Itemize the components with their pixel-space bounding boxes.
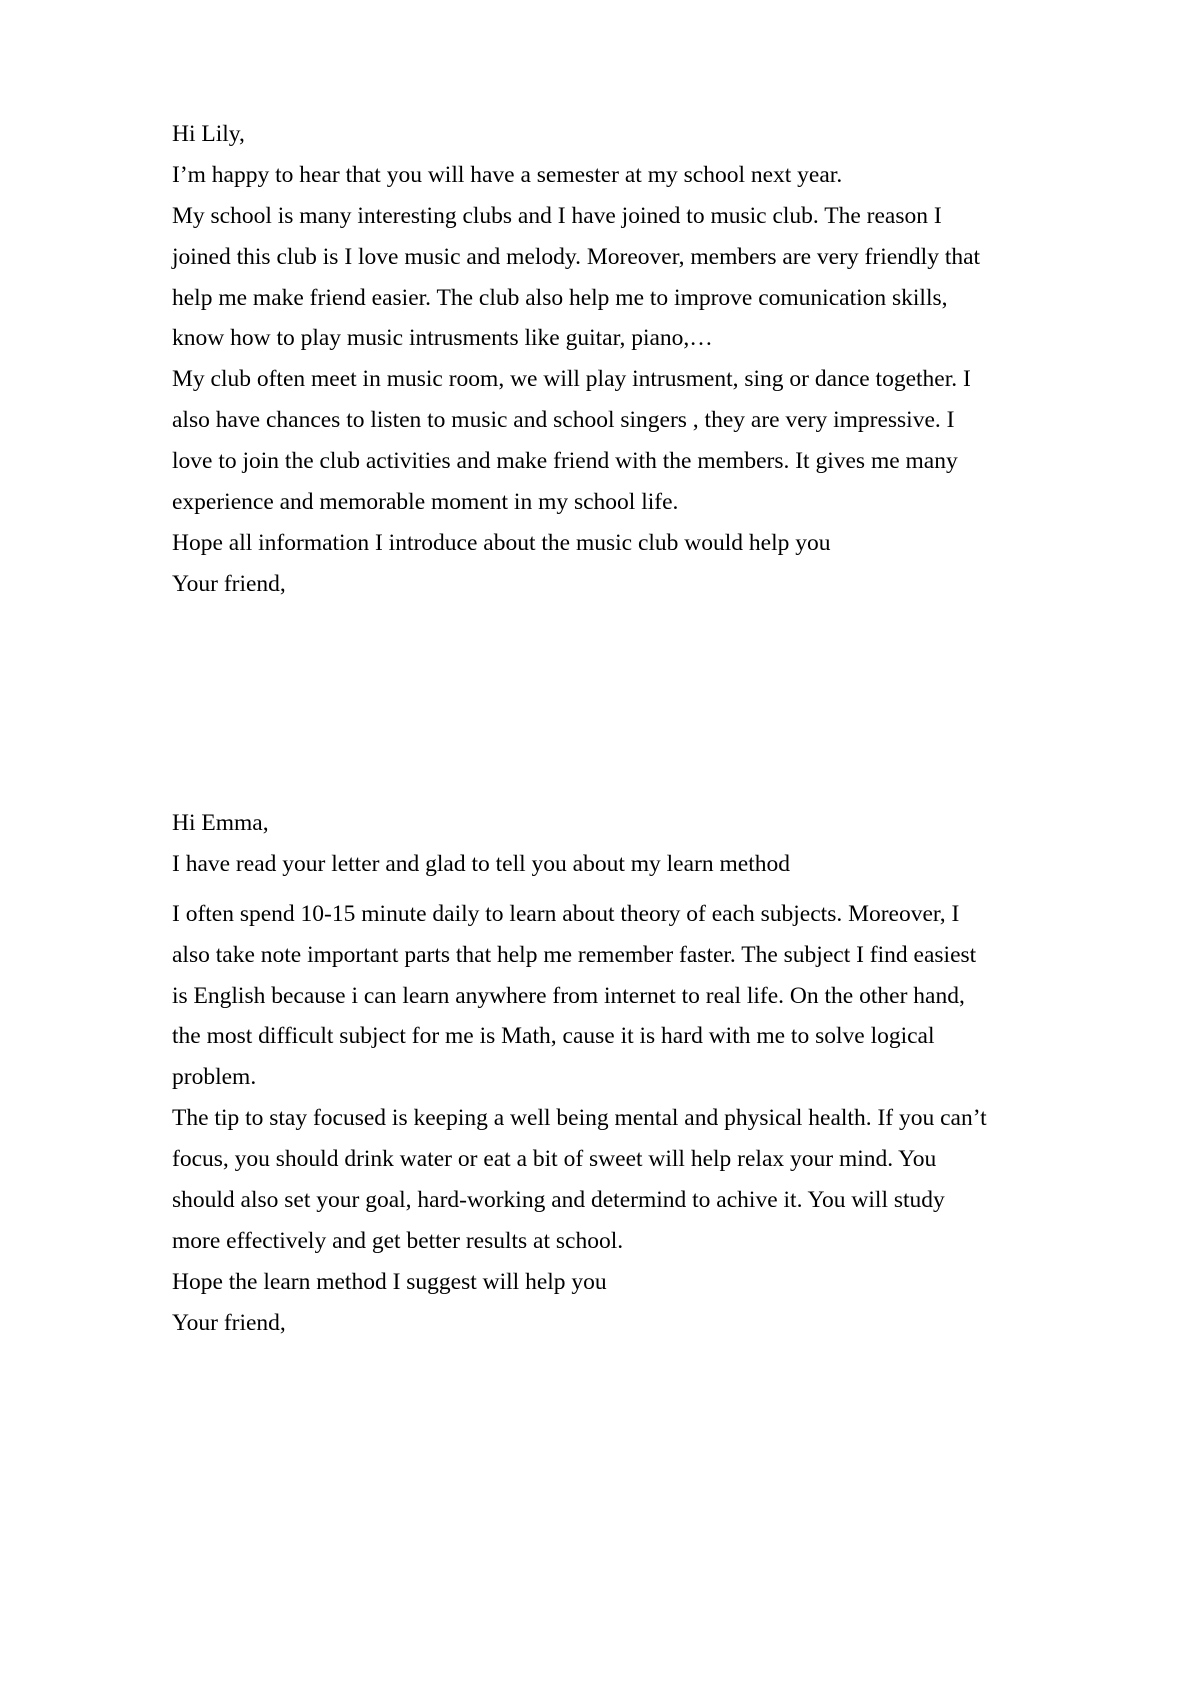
letter-closing: Your friend, [172, 1309, 286, 1336]
letter-line: also take note important parts that help me remember faster. The subject I find easiest [172, 941, 977, 968]
letter-line: The tip to stay focused is keeping a well being mental and physical health. If you can’t [172, 1105, 987, 1132]
letter-greeting: Hi Lily, [172, 121, 245, 147]
letter-line: joined this club is I love music and melody. Moreover, members are very friendly that [172, 243, 981, 270]
letter-line: focus, you should drink water or eat a bit of sweet will help relax your mind. You [172, 1146, 937, 1173]
letter-line: I have read your letter and glad to tell you about my learn method [172, 850, 790, 877]
letter-line: know how to play music intrusments like guitar, piano,… [172, 325, 713, 352]
letter-line: help me make friend easier. The club also help me to improve comunication skills, [172, 284, 948, 311]
letter-to-emma [172, 803, 1092, 1344]
letter-line: is English because i can learn anywhere from internet to real life. On the other hand, [172, 982, 965, 1009]
letter-line: should also set your goal, hard-working and determind to achive it. You will study [172, 1187, 945, 1214]
letter-line: love to join the club activities and make friend with the members. It gives me many [172, 448, 958, 475]
letter-greeting: Hi Emma, [172, 810, 269, 836]
letter-line: the most difficult subject for me is Math, cause it is hard with me to solve logical [172, 1023, 935, 1050]
letter-line: Hope all information I introduce about the music club would help you [172, 529, 831, 556]
letter-to-lily [172, 114, 1092, 605]
letter-line: also have chances to listen to music and school singers , they are very impressive. I [172, 407, 955, 434]
letter-line: I often spend 10-15 minute daily to learn about theory of each subjects. Moreover, I [172, 900, 960, 927]
letter-line: Hope the learn method I suggest will help you [172, 1268, 607, 1295]
letter-line: problem. [172, 1064, 257, 1091]
letter-line: My club often meet in music room, we will play intrusment, sing or dance together. I [172, 366, 971, 393]
letter-line: experience and memorable moment in my school life. [172, 489, 679, 516]
letter-line: more effectively and get better results at school. [172, 1227, 624, 1254]
letter-line: My school is many interesting clubs and I have joined to music club. The reason I [172, 202, 942, 229]
letter-closing: Your friend, [172, 570, 286, 597]
letter-line: I’m happy to hear that you will have a semester at my school next year. [172, 161, 843, 188]
